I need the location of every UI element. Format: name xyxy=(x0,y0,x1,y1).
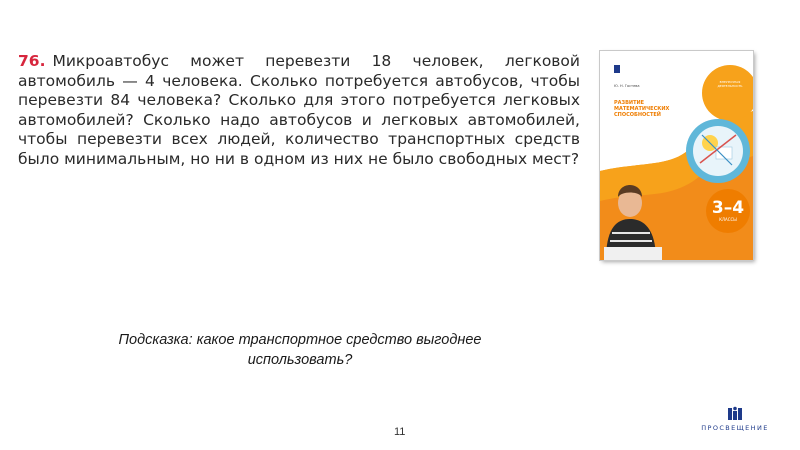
cover-grade-label: КЛАССЫ xyxy=(719,217,737,222)
problem-text-block xyxy=(18,52,580,170)
prosveshchenie-logo-icon xyxy=(727,406,743,422)
cover-grade: 3–4 xyxy=(711,198,745,218)
page-number: 11 xyxy=(394,426,406,438)
problem-text: Микроавтобус может перевезти 18 человек, легковой автомобиль — 4 человека. Сколько потребуется автобусов, чтобы перевезти 84 человека? Сколько для этого потребуется легковых автомобилей? Сколько надо автобусов и легковых автомобилей, чтобы перевезти всех людей, количество транспортных средств было минимальным, но ни в одном из них не было свободных мест? xyxy=(18,52,580,168)
cover-author: Ю. Н. Гостева xyxy=(614,84,640,88)
cover-title: РАЗВИТИЕ МАТЕМАТИЧЕСКИХ СПОСОБНОСТЕЙ xyxy=(614,100,670,118)
problem-number: 76. xyxy=(18,52,46,70)
publisher-name: ПРОСВЕЩЕНИЕ xyxy=(701,424,769,432)
publisher-logo xyxy=(690,406,780,436)
hint-text: Подсказка: какое транспортное средство выгоднее использовать? xyxy=(118,332,482,368)
cover-series: ВНЕУРОЧНАЯ ДЕЯТЕЛЬНОСТЬ xyxy=(717,80,743,88)
book-cover-image xyxy=(600,51,753,260)
